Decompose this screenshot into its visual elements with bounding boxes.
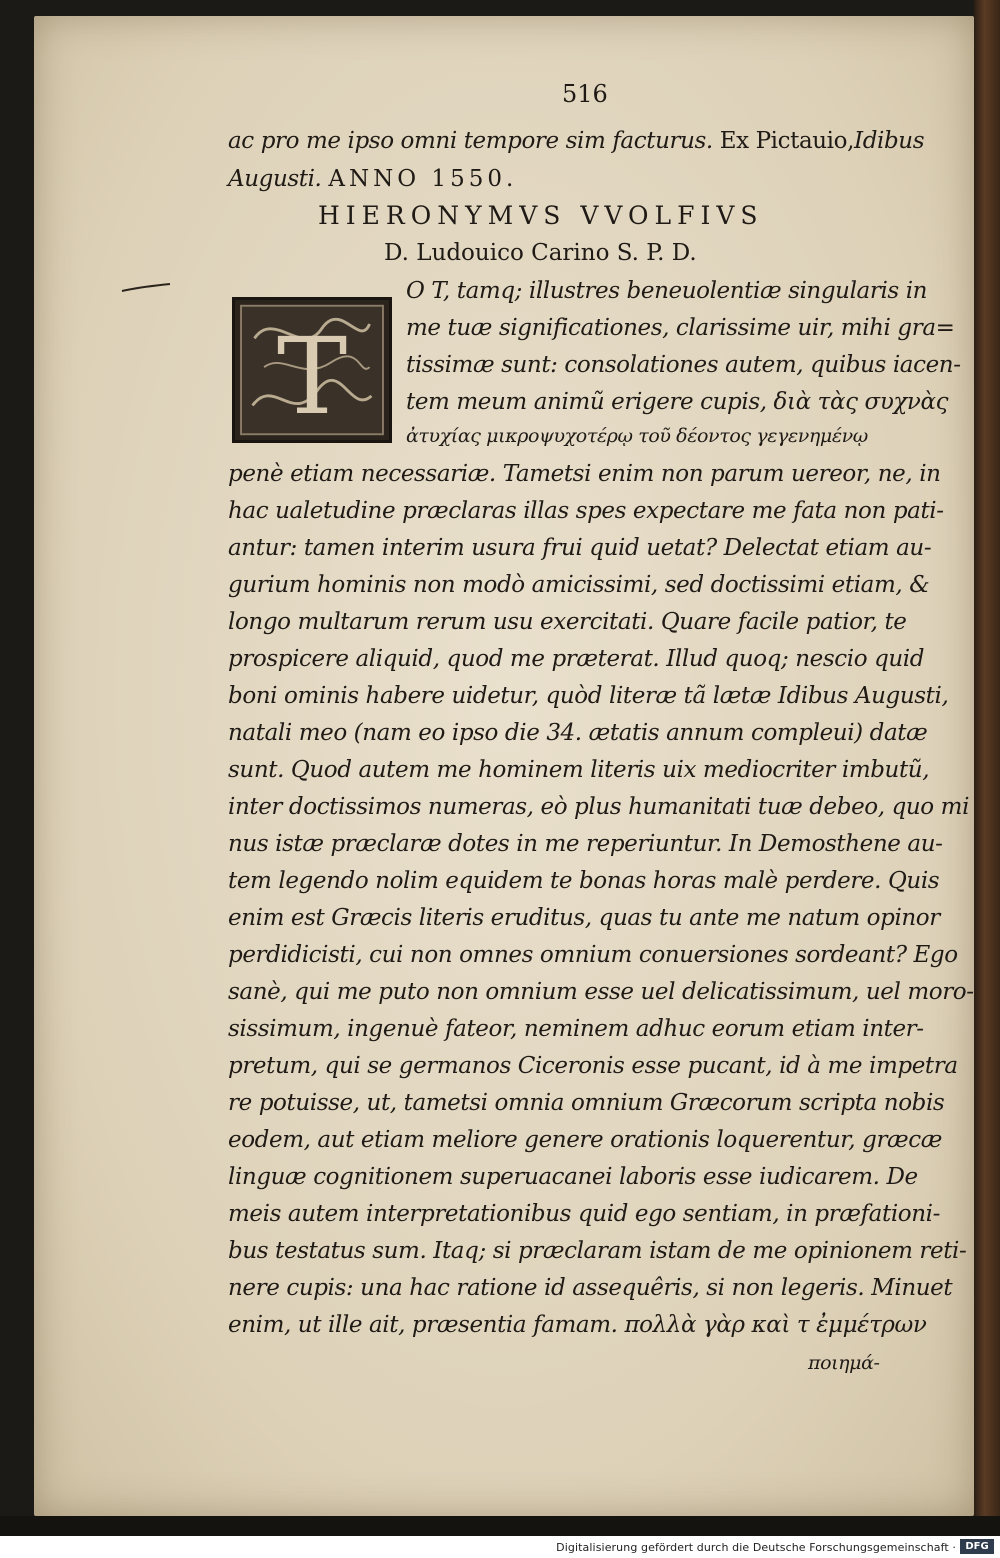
footer-credit: Digitalisierung gefördert durch die Deutsche Forschungsgemeinschaft · [556, 1541, 956, 1554]
text-line-19: perdidicisti, cui non omnes omnium conuersiones sordeant? Ego [228, 942, 958, 968]
text-line-8: antur: tamen interim usura frui quid uetat? Delectat etiam au- [228, 535, 932, 561]
text-line-29: enim, ut ille ait, præsentia famam. πολλὰ γὰρ καὶ τ ἐμμέτρων [228, 1312, 927, 1338]
top2-roman: ANNO 1550. [328, 166, 518, 192]
text-line-6: penè etiam necessariæ. Tametsi enim non parum uereor, ne, in [228, 461, 941, 487]
text-line-25: linguæ cognitionem superuacanei laboris esse iudicarem. De [228, 1164, 918, 1190]
page-number: 516 [562, 80, 608, 108]
letter-heading: HIERONYMVS VVOLFIVS [318, 201, 764, 230]
text-line-15: inter doctissimos numeras, eò plus humanitati tuæ debeo, quo mi [228, 794, 970, 820]
text-line-21: sissimum, ingenuè fateor, neminem adhuc eorum etiam inter- [228, 1016, 924, 1042]
text-line-9: gurium hominis non modò amicissimi, sed doctissimi etiam, & [228, 572, 930, 598]
text-line-10: longo multarum rerum usu exercitati. Quare facile patior, te [228, 609, 907, 635]
text-line-23: re potuisse, ut, tametsi omnia omnium Græcorum scripta nobis [228, 1090, 945, 1116]
text-line-11: prospicere aliquid, quod me præterat. Illud quoq; nescio quid [228, 646, 925, 672]
margin-pencil-mark [120, 282, 172, 294]
top2-italic: Augusti. [228, 166, 322, 192]
text-line-top [228, 128, 928, 154]
catchword: ποιημά- [808, 1352, 880, 1374]
dfg-logo: DFG [960, 1539, 994, 1554]
text-line-16: nus istæ præclaræ dotes in me reperiuntur. In Demosthene au- [228, 831, 943, 857]
scan-bottom-border [0, 1516, 1000, 1536]
book-spine-edge [974, 0, 1000, 1530]
text-line-1: O T, tamq; illustres beneuolentiæ singularis in [406, 278, 928, 304]
decorated-initial-t [232, 297, 392, 443]
text-line-7: hac ualetudine præclaras illas spes expectare me fata non pati- [228, 498, 944, 524]
text-line-22: pretum, qui se germanos Ciceronis esse pucant, id à me impetra [228, 1053, 958, 1079]
top-line-italic: ac pro me ipso omni tempore sim facturus. [228, 128, 713, 154]
text-line-5-greek: ἀτυχίας μικροψυχοτέρῳ τοῦ δέοντος γεγενημένῳ [406, 425, 868, 447]
text-line-26: meis autem interpretationibus quid ego sentiam, in præfationi- [228, 1201, 940, 1227]
text-line-3: tissimæ sunt: consolationes autem, quibus iacen- [406, 352, 961, 378]
letter-subheading: D. Ludouico Carino S. P. D. [384, 240, 697, 266]
text-line-17: tem legendo nolim equidem te bonas horas malè perdere. Quis [228, 868, 940, 894]
text-line-2: me tuæ significationes, clarissime uir, mihi gra= [406, 315, 955, 341]
text-line-4: tem meum animũ erigere cupis, διὰ τὰς συχνὰς [406, 389, 949, 415]
text-line-18: enim est Græcis literis eruditus, quas tu ante me natum opinor [228, 905, 940, 931]
text-line-20: sanè, qui me puto non omnium esse uel delicatissimum, uel moro- [228, 979, 974, 1005]
text-line-24: eodem, aut etiam meliore genere orationis loquerentur, græcæ [228, 1127, 942, 1153]
ornament-initial-icon [235, 300, 389, 440]
text-line-27: bus testatus sum. Itaq; si præclaram istam de me opinionem reti- [228, 1238, 967, 1264]
text-line-12: boni ominis habere uidetur, quòd literæ tã lætæ Idibus Augusti, [228, 683, 949, 709]
text-line-14: sunt. Quod autem me hominem literis uix mediocriter imbutũ, [228, 757, 930, 783]
top-line-roman: Ex Pictauio, [719, 128, 855, 154]
top-line-italic-2: Idibus [854, 128, 925, 154]
dropcap-letter: T [276, 315, 348, 439]
text-line-top2 [228, 166, 928, 192]
text-line-13: natali meo (nam eo ipso die 34. ætatis annum compleui) datæ [228, 720, 928, 746]
text-line-28: nere cupis: una hac ratione id assequêris, si non legeris. Minuet [228, 1275, 953, 1301]
